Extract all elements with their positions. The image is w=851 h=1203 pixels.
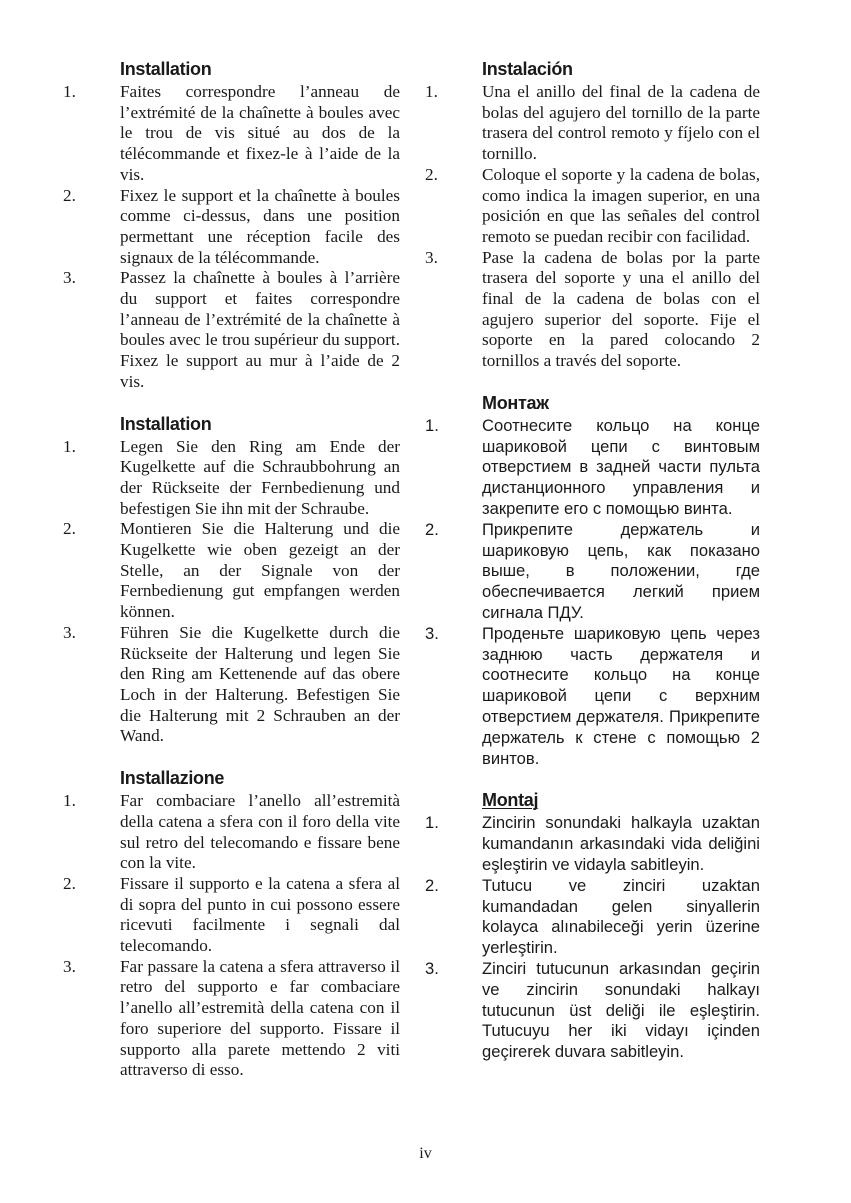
right-column — [420, 58, 760, 1083]
list-item — [420, 165, 760, 248]
section-italian — [58, 767, 400, 1081]
item-text: Una el anillo del final de la cadena de bolas del agujero del tornillo de la parte trasera del control remoto y fíjelo con el tornillo. — [482, 82, 760, 164]
item-number: 1. — [425, 813, 439, 833]
section-spanish — [420, 58, 760, 372]
list-item — [58, 791, 400, 874]
item-number: 2. — [63, 873, 76, 893]
item-number: 1. — [425, 82, 438, 101]
item-number: 3. — [425, 623, 439, 643]
item-text: Montieren Sie die Halterung und die Kugelkette wie oben gezeigt an der Stelle, an der Signale von der Fernbedienung gut empfangen werden können. — [120, 519, 400, 622]
list-item — [420, 624, 760, 770]
item-text: Legen Sie den Ring am Ende der Kugelkette auf die Schraubbohrung an der Rückseite der Fernbedienung und befestigen Sie ihn mit der Schraube. — [120, 436, 400, 518]
page-number: iv — [419, 1145, 432, 1162]
item-number: 3. — [63, 956, 76, 976]
item-text: Tutucu ve zinciri uzaktan kumandadan gelen sinyallerin kolayca alınabileceği yerin üzerine yerleştirin. — [482, 875, 760, 958]
list-item — [420, 959, 760, 1063]
item-number: 2. — [425, 519, 439, 539]
item-text: Pase la cadena de bolas por la parte trasera del soporte y una el anillo del final de la cadena de bolas con el agujero superior del soporte. Fije el soporte en la pared colocando 2 tornillos a través del soporte. — [482, 247, 760, 371]
item-number: 1. — [63, 791, 76, 811]
italian-heading: Installazione — [120, 768, 225, 789]
item-text: Соотнесите кольцо на конце шариковой цепи с винтовым отверстием в задней части пульта дистанционного управления и закрепите его с помощью винта. — [482, 415, 760, 519]
item-number: 2. — [425, 875, 439, 895]
list-item — [58, 957, 400, 1081]
russian-heading: Монтаж — [482, 392, 549, 413]
item-text: Führen Sie die Kugelkette durch die Rückseite der Halterung und legen Sie den Ring am Kettenende auf das obere Loch in der Halterung. Befestigen Sie die Halterung mit 2 Schrauben an der Wand. — [120, 622, 400, 746]
section-russian — [420, 392, 760, 770]
left-column — [58, 58, 400, 1101]
item-number: 1. — [63, 82, 76, 101]
list-item — [58, 519, 400, 623]
list-item — [420, 876, 760, 959]
list-item — [58, 82, 400, 186]
section-turkish — [420, 789, 760, 1063]
item-text: Zinciri tutucunun arkasından geçirin ve zincirin sonundaki halkayı tutucunun üst deliği ile eşleştirin. Tutucuyu her iki vidayı içinden geçirerek duvara sabitleyin. — [482, 958, 760, 1062]
item-text: Faites correspondre l’anneau de l’extrémité de la chaînette à boules avec le trou de vis situé au dos de la télécommande et fixez-le à l’aide de la vis. — [120, 82, 400, 184]
item-text: Coloque el soporte y la cadena de bolas, como indica la imagen superior, en una posición en que las señales del control remoto se puedan recibir con facilidad. — [482, 164, 760, 246]
french-heading: Installation — [120, 59, 212, 79]
item-text: Fixez le support et la chaînette à boules comme ci-dessus, dans une position permettant une réception facile des signaux de la télécommande. — [120, 185, 400, 267]
item-text: Zincirin sonundaki halkayla uzaktan kumandanın arkasındaki vida deliğini eşleştirin ve vidayla sabitleyin. — [482, 813, 760, 874]
item-text: Fissare il supporto e la catena a sfera al di sopra del punto in cui possono essere ricevuti facilmente i segnali dal telecomando. — [120, 873, 400, 956]
item-text: Passez la chaînette à boules à l’arrière du support et faites correspondre l’anneau de l’extrémité de la chaînette à boules avec le trou supérieur du support. Fixez le support au mur à l’aide de 2 vis. — [120, 268, 400, 391]
list-item — [420, 416, 760, 520]
spanish-heading: Instalación — [482, 59, 573, 79]
list-item — [420, 520, 760, 624]
item-number: 2. — [425, 164, 438, 184]
section-french — [58, 58, 400, 393]
item-number: 1. — [63, 436, 76, 456]
list-item — [58, 874, 400, 957]
list-item — [420, 813, 760, 875]
list-item — [420, 248, 760, 372]
list-item — [420, 82, 760, 165]
item-text: Прикрепите держатель и шариковую цепь, как показано выше, в положении, где обеспечивается легкий прием сигнала ПДУ. — [482, 519, 760, 623]
item-number: 3. — [425, 247, 438, 267]
list-item — [58, 623, 400, 747]
item-text: Far passare la catena a sfera attraverso il retro del supporto e far combaciare l’anello all’estremità della catena con il foro superiore del supporto. Fissare il supporto alla parete mettendo 2 viti attraverso di esso. — [120, 956, 400, 1080]
item-number: 3. — [425, 958, 439, 978]
german-heading: Installation — [120, 413, 212, 434]
item-number: 1. — [425, 415, 439, 435]
turkish-heading: Montaj — [482, 790, 539, 811]
item-text: Проденьте шариковую цепь через заднюю часть держателя и соотнесите кольцо на конце шариковой цепи с верхним отверстием держателя. Прикрепите держатель к стене с помощью 2 винтов. — [482, 623, 760, 768]
item-number: 2. — [63, 185, 76, 205]
item-text: Far combaciare l’anello all’estremità della catena a sfera con il foro della vite sul retro del telecomando e fissare bene con la vite. — [120, 791, 400, 873]
item-number: 2. — [63, 519, 76, 539]
section-german — [58, 413, 400, 748]
list-item — [58, 268, 400, 392]
list-item — [58, 186, 400, 269]
list-item — [58, 437, 400, 520]
item-number: 3. — [63, 268, 76, 288]
item-number: 3. — [63, 622, 76, 642]
